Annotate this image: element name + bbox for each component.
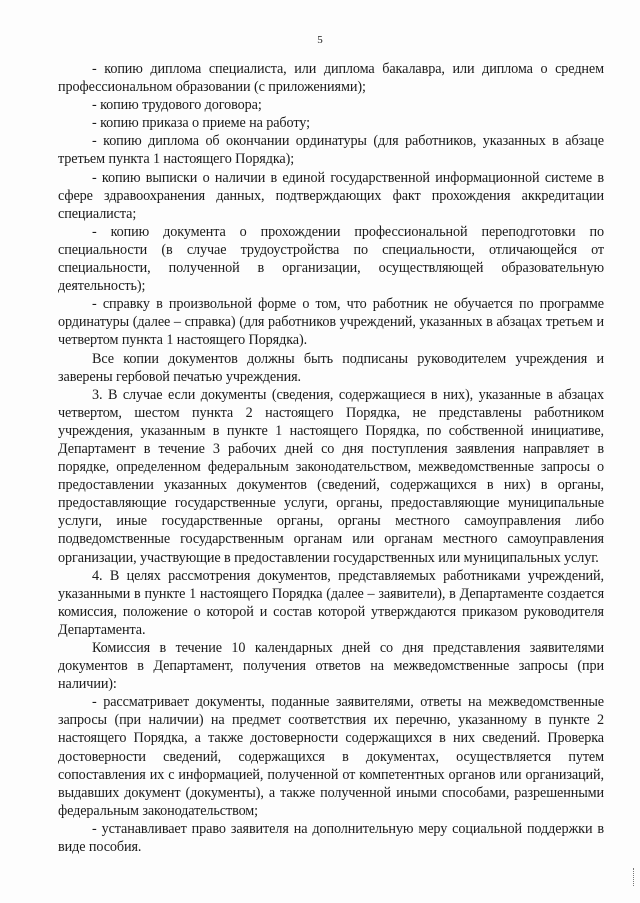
paragraph-clause-3: 3. В случае если документы (сведения, содержащиеся в них), указанные в абзацах четвертом, шестом пункта 2 настоящего Порядка, не представлены работником учреждения, указанным в пункте 1 настоящего Порядка, по собственной инициативе, Департамент в течение 3 рабочих дней со дня поступления заявления направляет в порядке, определенном федеральным законодательством, межведомственные запросы о предоставлении указанных документов (сведений, содержащихся в них) в органы, предоставляющие государственные услуги, органы, предоставляющие муниципальные услуги, иные государственные органы, органы местного самоуправления либо подведомственные государственным органам или органам местного самоуправления организации, участвующие в предоставлении государственных или муниципальных услуг. [58,386,604,566]
list-item-diploma: - копию диплома специалиста, или диплома бакалавра, или диплома о среднем профессиональном образовании (с приложениями); [58,61,604,96]
list-item-establishes-right: - устанавливает право заявителя на дополнительную меру социальной поддержки в виде пособия. [58,820,604,856]
paragraph-commission: Комиссия в течение 10 календарных дней со дня представления заявителями документов в Департамент, получения ответов на межведомственные запросы (при наличии): [58,640,604,693]
scan-margin-mark [633,868,636,886]
list-item-reviews-documents: - рассматривает документы, поданные заявителями, ответы на межведомственные запросы (при наличии) на предмет соответствия их перечню, указанному в пункте 2 настоящего Порядка, а также достоверности содержащихся в них сведений. Проверка достоверности сведений, содержащихся в документах, осуществляется путем сопоставления их с информацией, полученной от компетентных органов или организаций, выдавших документ (документы), а также полученной иными способами, разрешенными федеральным законодательством; [58,694,604,819]
paragraph-clause-4: 4. В целях рассмотрения документов, представляемых работниками учреждений, указанными в пункте 1 настоящего Порядка (далее – заявители), в Департаменте создается комиссия, положение о которой и состав которой утверждаются приказом руководителя Департамента. [58,567,604,638]
list-item-accreditation-extract: - копию выписки о наличии в единой государственной информационной системе в сфере здравоохранения данных, подтверждающих факт прохождения аккредитации специалиста; [58,169,604,222]
page-number: 5 [317,34,323,46]
list-item-retraining-document: - копию документа о прохождении профессиональной переподготовки по специальности (в случае трудоустройства по специальности, отличающейся от специальности, полученной в организации, осуществляющей образовательную деятельность); [58,223,604,295]
document-body [58,60,604,856]
list-item-hiring-order: - копию приказа о приеме на работу; [92,115,310,132]
list-item-certificate: - справку в произвольной форме о том, что работник не обучается по программе ординатуры (далее – справка) (для работников учреждений, указанных в абзацах третьем и четвертом пункта 1 настоящего Порядка). [58,296,604,349]
paragraph-copies-signed: Все копии документов должны быть подписаны руководителем учреждения и заверены гербовой печатью учреждения. [58,350,604,385]
list-item-labor-contract: - копию трудового договора; [92,97,262,114]
list-item-residency-diploma: - копию диплома об окончании ординатуры (для работников, указанных в абзаце третьем пункта 1 настоящего Порядка); [58,133,604,168]
